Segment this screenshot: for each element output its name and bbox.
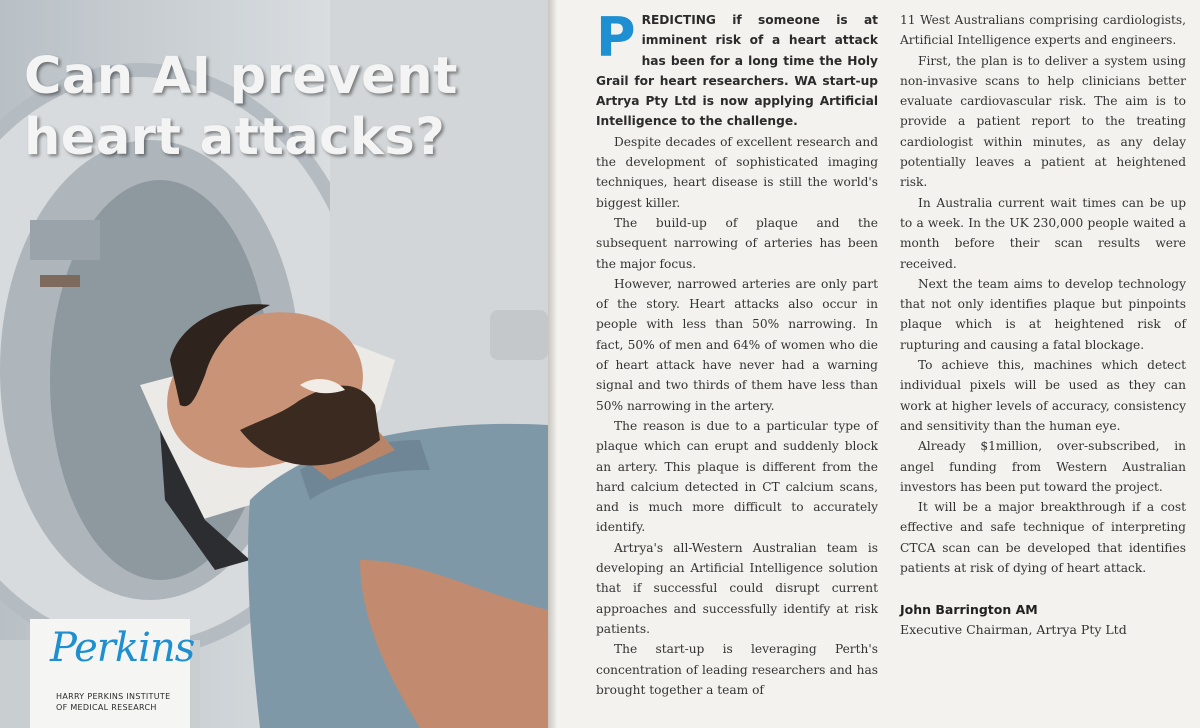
headline-line-1: Can AI prevent xyxy=(24,47,458,106)
paragraph: It will be a major breakthrough if a cost effective and safe technique of interpreting CTCA scan can be developed that identifies patients at risk of dying of heart attack. xyxy=(900,500,1186,576)
paragraph: However, narrowed arteries are only part of the story. Heart attacks also occur in people with less than 50% narrowing. In fact, 50% of men and 64% of women who die of heart attack have never had a warning signal and two thirds of them have less than 50% narrowing in the artery. xyxy=(596,276,878,413)
article xyxy=(558,0,1200,728)
paragraph: The start-up is leveraging Perth's concentration of leading researchers and has brought together a team of xyxy=(596,642,878,697)
cover-photo xyxy=(0,0,548,728)
article-column-1 xyxy=(596,6,878,700)
logo-script: Perkins xyxy=(50,625,195,671)
drop-cap: P xyxy=(596,6,636,69)
logo-line-2: OF MEDICAL RESEARCH xyxy=(56,703,157,712)
headline-line-2: heart attacks? xyxy=(24,108,446,167)
signature-name: John Barrington AM xyxy=(900,602,1038,618)
paragraph-continued: 11 West Australians comprising cardiologists, Artificial Intelligence experts and engineers. xyxy=(900,13,1186,48)
paragraph: In Australia current wait times can be up to a week. In the UK 230,000 people waited a month before their scan results were received. xyxy=(900,195,1186,271)
perkins-logo xyxy=(30,619,195,728)
page-gutter xyxy=(548,0,558,728)
paragraph: Already $1million, over-subscribed, in angel funding from Western Australian investors has been put toward the project. xyxy=(900,439,1186,494)
paragraph: The build-up of plaque and the subsequent narrowing of arteries has been the major focus. xyxy=(596,215,878,271)
signature xyxy=(900,600,1186,640)
paragraph: Next the team aims to develop technology that not only identifies plaque but pinpoints plaque which is at heightened risk of rupturing and causing a fatal blockage. xyxy=(900,276,1186,352)
signature-title: Executive Chairman, Artrya Pty Ltd xyxy=(900,622,1127,638)
logo-line-1: HARRY PERKINS INSTITUTE xyxy=(56,692,171,701)
paragraph: To achieve this, machines which detect individual pixels will be used as they can work at higher levels of accuracy, consistency and sensitivity than the human eye. xyxy=(900,358,1186,433)
article-column-2 xyxy=(900,10,1186,640)
paragraph: Artrya's all-Western Australian team is developing an Artificial Intelligence solution that if successful could disrupt current approaches and successfully identify at risk patients. xyxy=(596,540,878,636)
paragraph: The reason is due to a particular type of plaque which can erupt and suddenly block an artery. This plaque is different from the hard calcium detected in CT calcium scans, and is much more difficult to accurately identify. xyxy=(596,418,878,535)
lead-paragraph xyxy=(596,6,878,132)
lead-text: REDICTING if someone is at imminent risk of a heart attack has been for a long time the Holy Grail for heart researchers. WA start-up Artrya Pty Ltd is now applying Artificial Intelligence to the challenge. xyxy=(596,13,878,129)
paragraph: Despite decades of excellent research and the development of sophisticated imaging techniques, heart disease is still the world's biggest killer. xyxy=(596,134,878,210)
paragraph: First, the plan is to deliver a system using non-invasive scans to help clinicians better evaluate cardiovascular risk. The aim is to provide a patient report to the treating cardiologist within minutes, as any delay potentially leaves a patient at heightened risk. xyxy=(900,53,1186,190)
headline xyxy=(24,46,458,168)
